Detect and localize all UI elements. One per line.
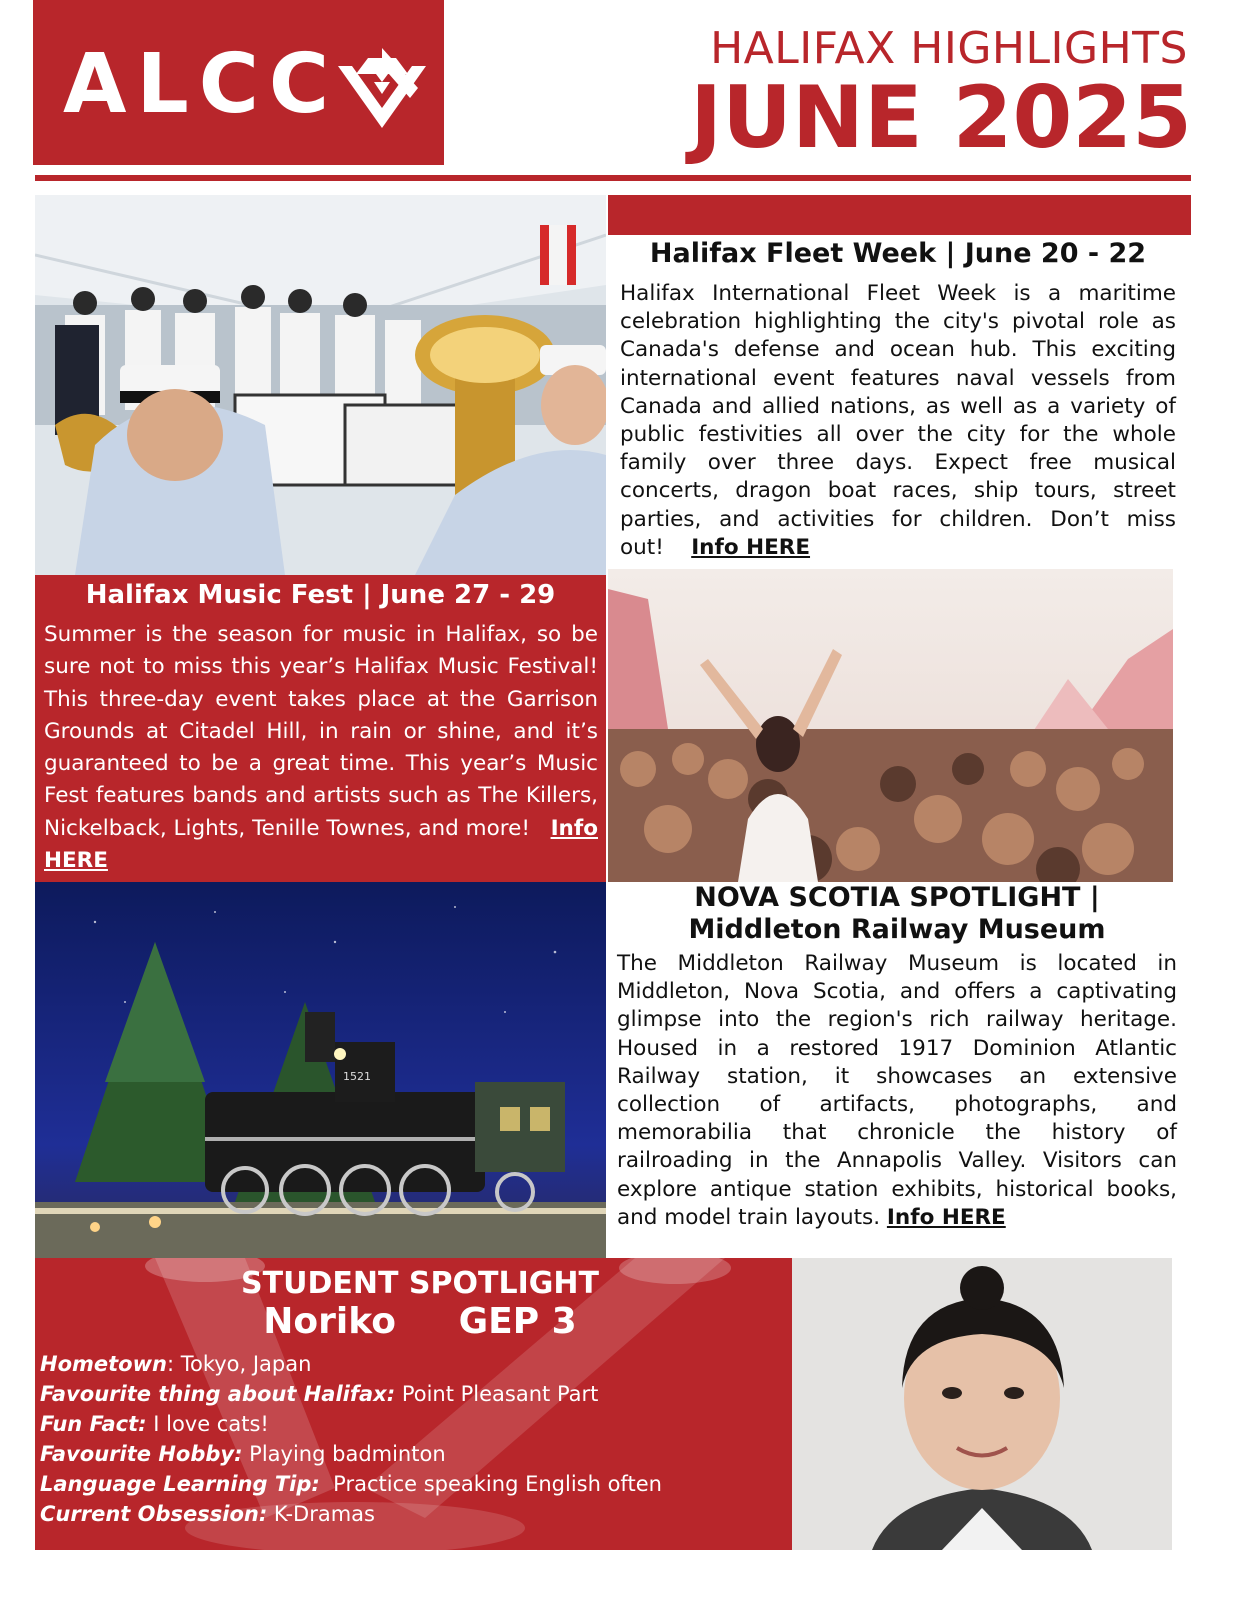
field-value: Practice speaking English often [333, 1472, 662, 1496]
student-field-language-tip [40, 1469, 662, 1499]
field-label: Favourite thing about Halifax: [40, 1382, 396, 1406]
field-value: Playing badminton [249, 1442, 446, 1466]
student-field-hobby [40, 1439, 446, 1469]
student-field-fun-fact [40, 1409, 269, 1439]
fleet-week-title: Halifax Fleet Week | June 20 - 22 [649, 238, 1147, 269]
field-value: I love cats! [153, 1412, 269, 1436]
fleet-week-info-link[interactable]: Info HERE [691, 534, 811, 560]
nova-scotia-body [617, 950, 1177, 1232]
locomotive-number: 1521 [343, 1070, 371, 1083]
student-field-hometown: Hometown: Tokyo, Japan [40, 1352, 312, 1376]
alcc-logo [33, 0, 444, 165]
train-photo [35, 882, 606, 1258]
field-label: Hometown [40, 1352, 167, 1376]
header-title: JUNE 2025 [690, 68, 1192, 168]
nova-scotia-title-line1: NOVA SCOTIA SPOTLIGHT | [694, 882, 1100, 913]
music-fest-body [35, 613, 606, 877]
student-spotlight-heading: STUDENT SPOTLIGHT [241, 1266, 599, 1301]
fleet-week-accent-bar [608, 195, 1191, 235]
header-subtitle: HALIFAX HIGHLIGHTS [710, 23, 1188, 74]
music-fest-title: Halifax Music Fest | June 27 - 29 [85, 580, 556, 610]
fleet-week-body [620, 280, 1176, 562]
field-value: Tokyo, Japan [180, 1352, 312, 1376]
student-photo [792, 1258, 1172, 1550]
fleet-week-photo [35, 195, 606, 575]
field-value: K-Dramas [273, 1502, 375, 1526]
fleet-week-text: Halifax International Fleet Week is a maritime celebration highlighting the city's pivotal role as Canada's defense and ocean hub. This exciting international event features naval vessels from Canada and allied nations, as well as a variety of public festivities all over the city for the whole family over three days. Expect free musical concerts, dragon boat races, ship tours, street parties, and activities for children. Don’t miss out! [620, 281, 1176, 560]
student-name: Noriko [263, 1301, 396, 1342]
header-divider [35, 175, 1191, 181]
music-fest-section [35, 575, 606, 882]
nova-scotia-section [617, 882, 1177, 1232]
field-label: Fun Fact: [40, 1412, 147, 1436]
field-value: Point Pleasant Part [401, 1382, 599, 1406]
music-fest-text: Summer is the season for music in Halifax, so be sure not to miss this year’s Halifax Music Festival! This three-day event takes place at the Garrison Grounds at Citadel Hill, in rain or shine, and it’s guaranteed to be a great time. This year’s Music Fest features bands and artists such as The Killers, Nickelback, Lights, Tenille Townes, and more! [44, 622, 598, 841]
music-fest-photo [608, 569, 1173, 882]
student-program: GEP 3 [458, 1301, 577, 1342]
student-field-favourite-thing [40, 1379, 598, 1409]
fleet-week-section [620, 236, 1176, 562]
logo-text: ALCC [63, 37, 340, 132]
field-label: Favourite Hobby: [40, 1442, 243, 1466]
student-spotlight-section [35, 1258, 792, 1550]
nova-scotia-text: The Middleton Railway Museum is located in Middleton, Nova Scotia, and offers a captivating glimpse into the region's rich railway heritage. Housed in a restored 1917 Dominion Atlantic Railway station, it showcases an extensive collection of artifacts, photographs, and memorabilia that chronicle the history of railroading in the Annapolis Valley. Visitors can explore antique station exhibits, historical books, and model train layouts. [617, 951, 1177, 1230]
music-fest-info-link[interactable]: Info HERE [44, 815, 598, 874]
nova-scotia-info-link[interactable]: Info HERE [886, 1204, 1006, 1230]
field-label: Language Learning Tip: [40, 1472, 320, 1496]
nova-scotia-title-line2: Middleton Railway Museum [688, 914, 1106, 945]
student-field-obsession [40, 1499, 375, 1529]
field-label: Current Obsession: [40, 1502, 268, 1526]
alcc-chevron-icon [338, 48, 426, 128]
student-name-row [35, 1300, 792, 1344]
